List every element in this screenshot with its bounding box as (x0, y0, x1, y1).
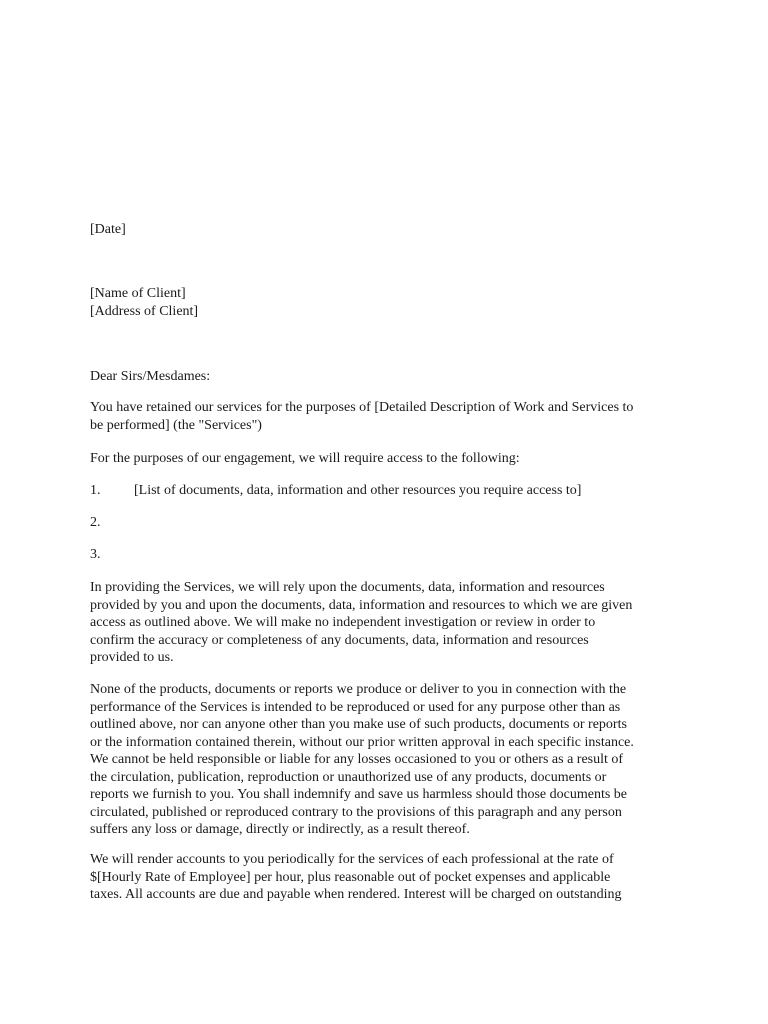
paragraph-services (90, 399, 690, 434)
paragraph-line: circulated, published or reproduced contrary to the provisions of this paragraph and any person (90, 804, 622, 820)
paragraph-line: provided by you and upon the documents, data, information and resources to which we are given (90, 597, 633, 613)
paragraph-line: confirm the accuracy or completeness of any documents, data, information and resources (90, 632, 589, 648)
paragraph-line: You have retained our services for the purposes of [Detailed Description of Work and Services to (90, 400, 634, 415)
paragraph-line: In providing the Services, we will rely upon the documents, data, information and resources (90, 580, 605, 595)
salutation: Dear Sirs/Mesdames: (90, 369, 211, 384)
access-list (90, 482, 690, 578)
paragraph-usage (90, 681, 690, 839)
client-name: [Name of Client] (90, 286, 186, 301)
list-text: [List of documents, data, information and other resources you require access to] (134, 483, 582, 498)
paragraph-line: or the information contained therein, without our prior written approval in each specific instance. (90, 734, 634, 750)
list-number: 3. (90, 547, 101, 562)
paragraph-line: We cannot be held responsible or liable for any losses occasioned to you or others as a result of (90, 752, 624, 767)
paragraph-line: $[Hourly Rate of Employee] per hour, plus reasonable out of pocket expenses and applicable (90, 869, 611, 885)
paragraph-line: None of the products, documents or reports we produce or deliver to you in connection with the (90, 682, 627, 697)
paragraph-line: performance of the Services is intended to be reproduced or used for any purpose other than as (90, 699, 621, 715)
paragraph-line: provided to us. (90, 650, 174, 665)
paragraph-access: For the purposes of our engagement, we will require access to the following: (90, 451, 520, 466)
list-number: 2. (90, 515, 101, 530)
client-address-block (90, 285, 690, 320)
paragraph-reliance (90, 579, 690, 667)
paragraph-line: taxes. All accounts are due and payable when rendered. Interest will be charged on outstanding (90, 887, 622, 902)
paragraph-accounts (90, 851, 690, 904)
paragraph-line: reports we furnish to you. You shall indemnify and save us harmless should those documents be (90, 787, 627, 802)
list-item (90, 482, 690, 500)
list-number: 1. (90, 483, 101, 498)
paragraph-line: the circulation, publication, reproduction or unauthorized use of any products, documents or (90, 769, 607, 785)
list-item (90, 514, 690, 532)
paragraph-line: suffers any loss or damage, directly or indirectly, as a result thereof. (90, 822, 470, 837)
client-address: [Address of Client] (90, 303, 199, 319)
paragraph-line: We will render accounts to you periodically for the services of each professional at the rate of (90, 852, 614, 867)
list-item (90, 546, 690, 564)
paragraph-line: be performed] (the "Services") (90, 417, 262, 433)
letter-date: [Date] (90, 222, 126, 237)
paragraph-line: access as outlined above. We will make no independent investigation or review in order to (90, 615, 596, 630)
paragraph-line: outlined above, nor can anyone other than you make use of such products, documents or reports (90, 717, 627, 732)
